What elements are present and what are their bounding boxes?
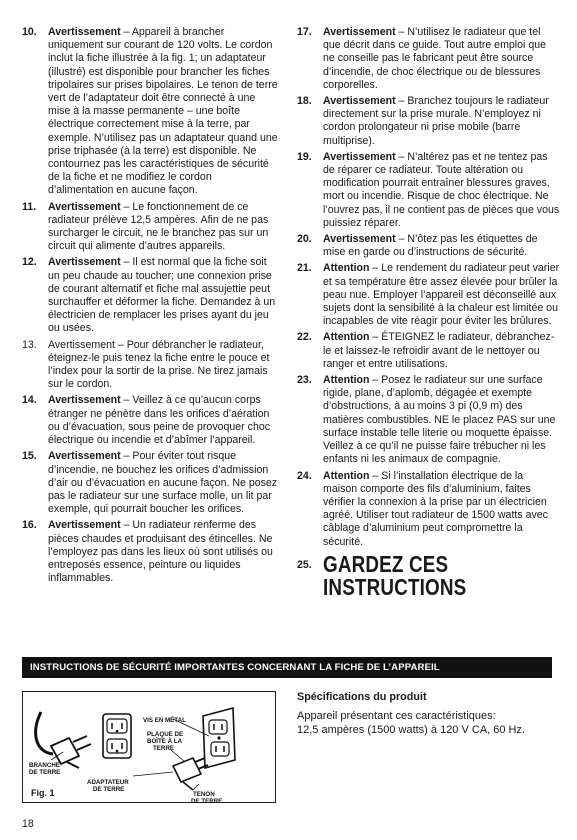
grounded-outlet-icon — [103, 714, 131, 758]
specs-line-2: 12,5 ampères (1500 watts) à 120 V CA, 60 Hz. — [297, 723, 526, 736]
figure-number: Fig. 1 — [31, 788, 55, 798]
safety-item-11 — [22, 201, 280, 254]
item-number: 12. — [22, 256, 37, 269]
item-number: 18. — [297, 95, 312, 108]
item-label: Avertissement — [323, 233, 396, 246]
two-prong-outlet-icon — [203, 708, 235, 768]
item-number: 19. — [297, 150, 312, 163]
item-number: 15. — [22, 450, 37, 463]
safety-item-19 — [297, 151, 560, 230]
item-number: 16. — [22, 519, 37, 532]
item-number: 21. — [297, 262, 312, 275]
item-text: – N’ôtez pas les étiquettes de mise en garde ou d’instructions de sécurité. — [323, 233, 538, 259]
label-adaptateur-2: DE TERRE — [93, 786, 125, 793]
gardez-line-2: INSTRUCTIONS — [323, 573, 467, 600]
plug-diagram — [23, 692, 277, 804]
item-number: 25. — [297, 558, 312, 571]
safety-item-16 — [22, 519, 280, 585]
label-adaptateur-1: ADAPTATEUR — [87, 779, 129, 786]
item-text: – ÉTEIGNEZ le radiateur, débranchez-le et laissez-le refroidir avant de le nettoyer ou ranger et entre utilisations. — [323, 331, 555, 370]
safety-item-21 — [297, 262, 560, 328]
safety-item-17 — [297, 26, 560, 92]
item-text: – Le rendement du radiateur peut varier et sa température être assez élevée pour brûler la peau nue. Employer l’appareil est déconseillé aux sujets dont la sensibilité à la chaleur est limitée ou incapables de vite réagir pour éviter les brûlures. — [323, 262, 560, 328]
item-number: 20. — [297, 233, 312, 246]
pointer-line — [133, 772, 173, 776]
cord-line — [36, 712, 53, 754]
safety-item-13 — [22, 339, 280, 392]
item-text: – Pour éviter tout risque d’incendie, ne bouchez les orifices d’admission d’air ou d’évacuation en aucune façon. Ne posez pas le radiateur sur une surface molle, un lit par exemple, qui pourrait boucher les orifices. — [48, 450, 278, 516]
safety-item-15 — [22, 450, 280, 516]
label-tenon-1: TENON — [193, 791, 215, 798]
item-text: – Posez le radiateur sur une surface rigide, plane, d’aplomb, dégagée et exempte d’obstructions, à au moins 3 pi (0,9 m) des matières combustibles. NE le placez PAS sur une surface instable telle literie ou moquette épaisse. Veillez à ce qu’il ne puisse faire trébucher ni les enfants ni les animaux de compagnie. — [323, 374, 556, 466]
left-column — [22, 26, 280, 588]
safety-item-14 — [22, 394, 280, 447]
item-text: Avertissement – Pour débrancher le radiateur, éteignez-le puis tenez la fiche entre le pouce et l’index pour la sortir de la prise. Ne tirez jamais sur le cordon. — [48, 338, 270, 391]
item-label: Avertissement — [48, 200, 121, 213]
item-label: Attention — [323, 262, 370, 275]
label-tenon-2: DE TERRE — [191, 798, 223, 804]
item-number: 10. — [22, 26, 37, 38]
label-plaque-3: TERRE — [153, 745, 174, 752]
item-text: – N’utilisez le radiateur que tel que décrit dans ce guide. Tout autre emploi que ne conseille pas le fabricant peut être source d’incendie, de choc électrique ou de blessures corporelles. — [323, 26, 547, 91]
safety-item-23 — [297, 374, 560, 466]
item-label: Avertissement — [323, 95, 396, 108]
safety-item-12 — [22, 256, 280, 335]
plug-figure — [22, 691, 276, 803]
item-label: Avertissement — [48, 26, 121, 38]
specs-title: Spécifications du produit — [297, 691, 427, 703]
item-label: Avertissement — [48, 256, 121, 269]
adapter-icon — [173, 758, 208, 790]
item-text: – Le fonctionnement de ce radiateur prélève 12,5 ampères. Afin de ne pas surcharger le circuit, ne le branchez pas sur un circuit qui alimente d’autres appareils. — [48, 200, 269, 253]
item-number: 22. — [297, 331, 312, 344]
label-branche-2: DE TERRE — [29, 769, 61, 776]
item-number: 11. — [22, 200, 37, 213]
right-column — [297, 26, 560, 599]
safety-item-24 — [297, 470, 560, 549]
item-text: – Un radiateur renferme des pièces chaudes et produisant des étincelles. Ne l’employez pas dans les lieux où sont utilisés ou entreposés essence, peinture ou liquides inflammables. — [48, 519, 273, 585]
item-text: – Appareil à brancher uniquement sur courant de 120 volts. Le cordon inclut la fiche illustrée à la fig. 1; un adaptateur (illustré) est disponible pour brancher les fiches tripolaires sur prises bipolaires. Le tenon de terre vert de l’adaptateur doit être connecté à une mise à la masse permanente – une boîte électrique correctement mise à la terre, par exemple. N’utilisez pas un adaptateur quand une prise triphasée (à la terre) est disponible. Ne contournez pas les caractéristiques de sécurité de la fiche et ne modifiez le cordon d’alimentation en aucune façon. — [48, 26, 278, 197]
item-number: 23. — [297, 374, 312, 387]
label-vis-en-metal: VIS EN MÉTAL — [143, 717, 186, 724]
item-text: – N’altérez pas et ne tentez pas de réparer ce radiateur. Toute altération ou modification pourrait entraîner blessures graves, mort ou incendie. Risque de choc électrique. Ne l’ouvrez pas, il ne contient pas de pièces que vous puissiez réparer. — [323, 150, 560, 229]
item-label: Avertissement — [48, 450, 121, 463]
label-plaque-1: PLAQUE DE — [147, 731, 184, 738]
label-branche-1: BRANCHE — [29, 762, 60, 769]
specs-text — [297, 710, 557, 737]
safety-item-18 — [297, 95, 560, 148]
safety-item-22 — [297, 331, 560, 371]
item-label: Attention — [323, 331, 370, 344]
page-number: 18 — [22, 818, 34, 830]
item-label: Attention — [323, 374, 370, 387]
item-number: 17. — [297, 26, 312, 38]
plug-safety-banner: INSTRUCTIONS DE SÉCURITÉ IMPORTANTES CONCERNANT LA FICHE DE L’APPAREIL — [22, 657, 552, 678]
item-number: 13. — [22, 338, 37, 351]
item-label: Avertissement — [48, 519, 121, 532]
item-label: Avertissement — [323, 150, 396, 163]
item-text: – Branchez toujours le radiateur directement sur la prise murale. N’employez ni cordon prolongateur ni prise mobile (barre multiprise). — [323, 95, 549, 147]
pointer-line — [193, 784, 199, 790]
item-label: Avertissement — [323, 26, 396, 38]
item-number: 24. — [297, 469, 312, 482]
safety-item-20 — [297, 233, 560, 259]
item-label: Attention — [323, 469, 370, 482]
item-text: – Veillez à ce qu’aucun corps étranger ne pénètre dans les orifices d’aération ou d’évacuation, sous peine de provoquer choc électrique ou incendie et d’abîmer l’appareil. — [48, 394, 271, 447]
item-text: – Il est normal que la fiche soit un peu chaude au toucher; une connexion prise de courant alternatif et fiche mal assujettie peut surchauffer et déformer la fiche. Demandez à un électricien de remplacer les prises ayant du jeu ou usées. — [48, 256, 276, 335]
item-number: 14. — [22, 394, 37, 407]
specs-line-1: Appareil présentant ces caractéristiques: — [297, 710, 496, 722]
safety-item-10 — [22, 26, 280, 198]
item-label: Avertissement — [48, 394, 121, 407]
label-plaque-2: BOÎTE À LA — [147, 738, 183, 745]
gardez-line-1: GARDEZ CES — [323, 550, 449, 577]
keep-instructions-heading — [297, 550, 560, 600]
item-text: – Si l’installation électrique de la maison comporte des fils d’aluminium, faites vérifier la connexion à la prise par un électricien agréé. Utiliser tout radiateur de 1500 watts avec câblage d’aluminium peut compromettre la sécurité. — [323, 469, 548, 548]
